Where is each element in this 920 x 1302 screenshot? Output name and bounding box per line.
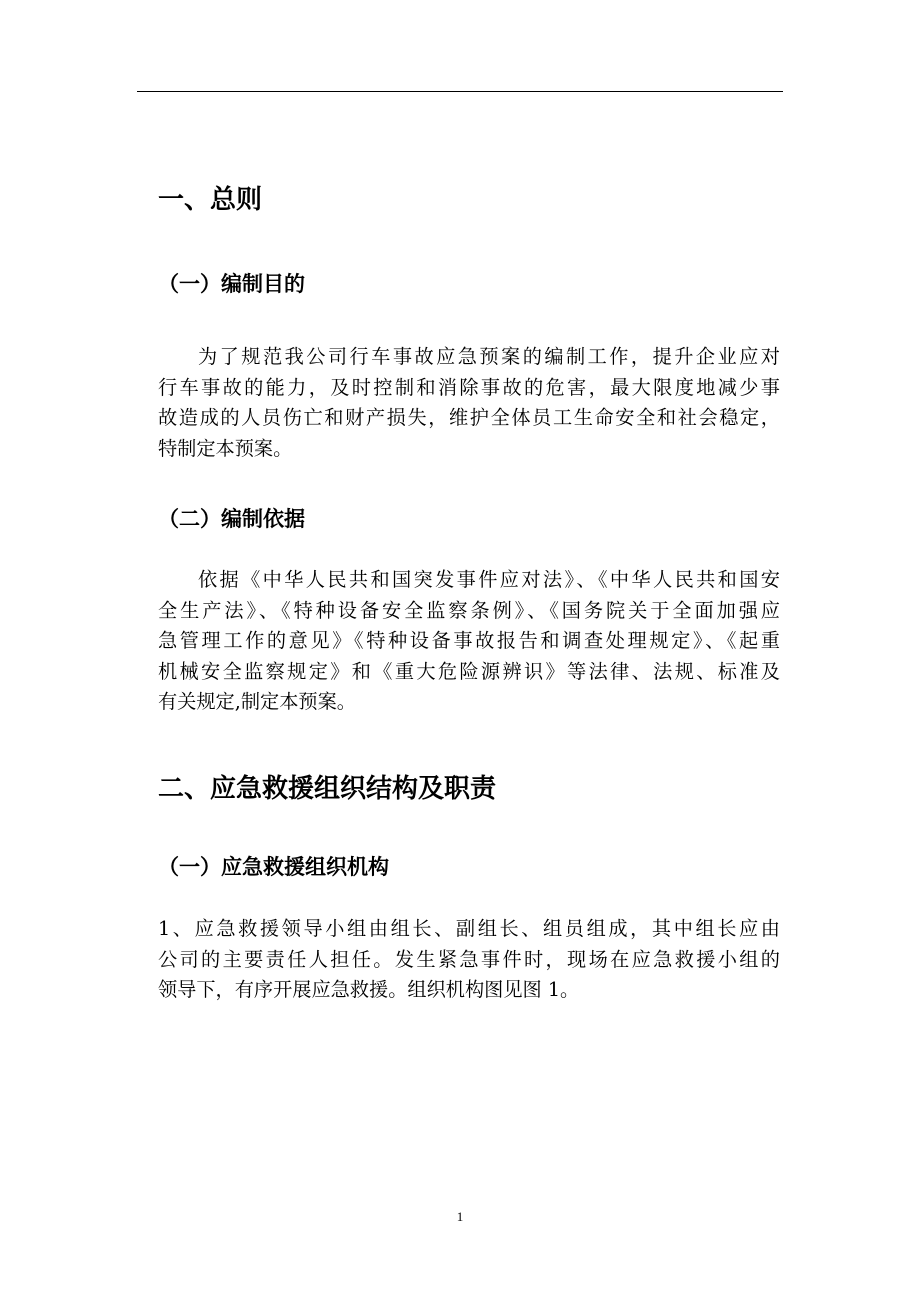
paragraph-line: 特制定本预案。 — [158, 436, 293, 460]
paragraph-line: 1、应急救援领导小组由组长、副组长、组员组成，其中组长应由 — [158, 917, 780, 940]
paragraph-line: 公司的主要责任人担任。发生紧急事件时，现场在应急救援小组的 — [158, 947, 780, 971]
paragraph-line: 机械安全监察规定》和《重大危险源辨识》等法律、法规、标准及 — [158, 659, 780, 683]
page-number: 1 — [456, 1209, 464, 1224]
header-rule — [137, 91, 783, 92]
section-1-heading: 一、总则 — [158, 185, 263, 215]
paragraph-line: 依据《中华人民共和国突发事件应对法》、《中华人民共和国安 — [198, 568, 780, 591]
paragraph-line: 行车事故的能力，及时控制和消除事故的危害，最大限度地减少事 — [158, 375, 780, 399]
paragraph-line: 故造成的人员伤亡和财产损失，维护全体员工生命安全和社会稳定， — [158, 406, 780, 429]
section-1-1-paragraph — [158, 342, 780, 464]
paragraph-line: 领导下，有序开展应急救援。组织机构图见图 1。 — [158, 978, 580, 1001]
paragraph-line: 急管理工作的意见》《特种设备事故报告和调查处理规定》、《起重 — [158, 629, 780, 652]
section-2-heading: 二、应急救援组织结构及职责 — [158, 774, 497, 804]
paragraph-line: 为了规范我公司行车事故应急预案的编制工作，提升企业应对 — [198, 345, 780, 368]
paragraph-line: 全生产法》、《特种设备安全监察条例》、《国务院关于全面加强应 — [158, 598, 780, 622]
section-1-2-heading: （二）编制依据 — [158, 507, 305, 531]
section-2-1-heading: （一）应急救援组织机构 — [158, 855, 389, 879]
paragraph-line: 有关规定,制定本预案。 — [158, 690, 356, 713]
section-1-1-heading: （一）编制目的 — [158, 272, 305, 296]
section-1-2-paragraph — [158, 565, 780, 718]
section-2-1-paragraph — [158, 914, 780, 1006]
